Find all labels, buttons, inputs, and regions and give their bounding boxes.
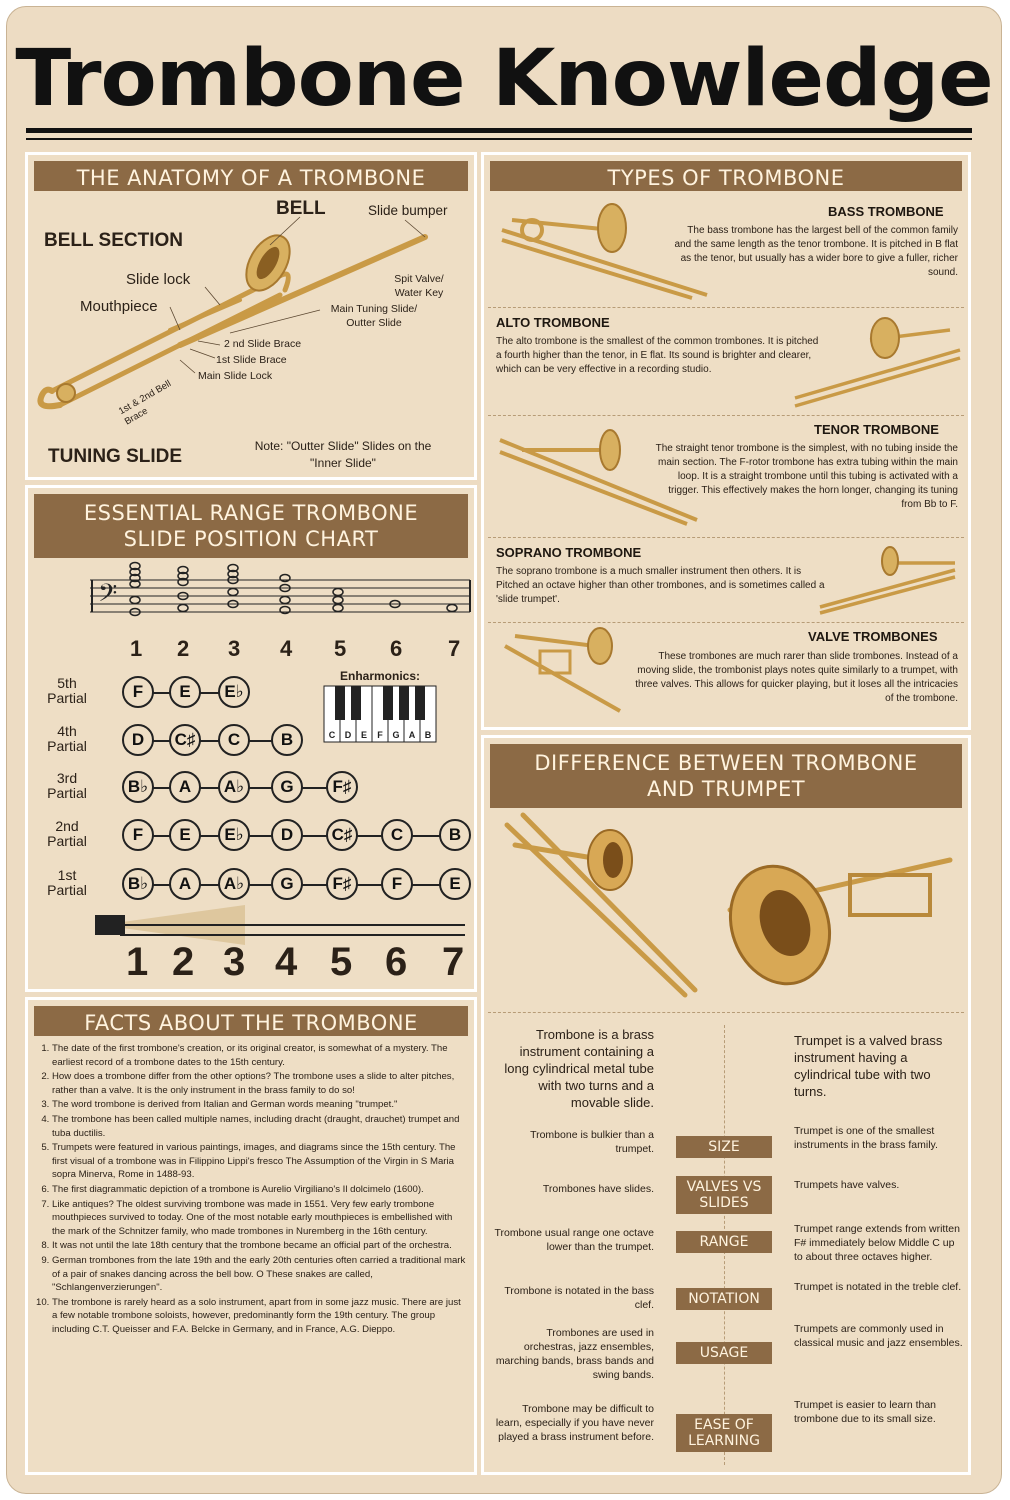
fact-item: 3. The word trombone is derived from Italian and German words meaning "trumpet." (52, 1098, 466, 1112)
key-label: C (328, 730, 336, 740)
type-desc-tenor: The straight tenor trombone is the simplest, with no tubing inside the main section. The F-rotor trombone has extra tubing within the main loop. It is a straight trombone until this tubing is activated with a trigger. This effectively makes the horn longer, changing its tuning from Bb to F. (655, 443, 958, 510)
note-circle: B (271, 724, 303, 756)
trombone-vs-trumpet-image (495, 805, 965, 1010)
fact-item: 8. It was not until the late 18th century that the trombone became an official part of the orchestra. (52, 1239, 466, 1253)
position-number-large: 5 (330, 940, 353, 984)
note-circle: G (271, 868, 303, 900)
label-main-tuning-slide: Main Tuning Slide/ Outter Slide (330, 303, 418, 329)
type-name-tenor: TENOR TROMBONE (814, 422, 939, 437)
fact-item: 9. German trombones from the late 19th and the early 20th centuries often carried a traditional mark of a pair of snakes dancing across the bell bow. O These snakes are called, "Schlangenverzierungen". (52, 1254, 466, 1295)
note-circle: E (439, 868, 471, 900)
key-label: B (424, 730, 432, 740)
black-key (351, 686, 361, 720)
trombone-fact: Trombone may be difficult to learn, especially if you have never played a brass instrument before. (495, 1403, 654, 1443)
staff-note (130, 597, 140, 604)
types-divider (488, 307, 964, 308)
note-circle: A♭ (218, 868, 250, 900)
type-name-alto: ALTO TROMBONE (496, 315, 610, 330)
position-number-large: 3 (223, 940, 246, 984)
key-label: A (408, 730, 416, 740)
position-number-large: 7 (442, 940, 465, 984)
trombone-fact: Trombone usual range one octave lower than the trumpet. (494, 1227, 654, 1253)
trumpet-fact: Trumpets have valves. (794, 1179, 900, 1191)
type-name-bass: BASS TROMBONE (828, 204, 944, 219)
label-slide-lock: Slide lock (126, 271, 191, 288)
label-1st-slide-brace: 1st Slide Brace (216, 354, 287, 366)
note-circle: B (439, 819, 471, 851)
key-label: D (344, 730, 352, 740)
note-circle: E (169, 676, 201, 708)
comparison-category: SIZE (676, 1136, 772, 1158)
fact-item: 4. The trombone has been called multiple names, including dracht (draught, drauchet) trumpet and tuba ductilis. (52, 1113, 466, 1140)
comparison-category: VALVES VS SLIDES (676, 1176, 772, 1214)
trumpet-fact: Trumpet range extends from written F# immediately below Middle C up to about three octaves higher. (794, 1223, 960, 1263)
position-number: 4 (280, 636, 293, 661)
key-label: G (392, 730, 400, 740)
note-circle: C (218, 724, 250, 756)
label-spit-valve: Spit Valve/ Water Key (394, 273, 444, 299)
position-number-large: 1 (126, 940, 149, 984)
note-circle: G (271, 771, 303, 803)
anatomy-heading: THE ANATOMY OF A TROMBONE (34, 161, 468, 191)
label-tuning-slide: TUNING SLIDE (48, 446, 183, 467)
comparison-category: NOTATION (676, 1288, 772, 1310)
position-number: 5 (334, 636, 347, 661)
trombone-intro: Trombone is a brass instrument containing a long cylindrical metal tube with two turns and a movable slide. (504, 1027, 654, 1110)
fact-item: 5. Trumpets were featured in various paintings, images, and diagrams since the 15th century. The first visual of a trombone was in Filippino Lippi's fresco The Assumption of the Virgin in S Maria sopra Minerva, Rome in 1488-93. (52, 1141, 466, 1182)
note-circle: F (381, 868, 413, 900)
trombone-fact: Trombone is bulkier than a trumpet. (530, 1129, 654, 1155)
trumpet-fact: Trumpets are commonly used in classical music and jazz ensembles. (794, 1323, 963, 1349)
trombone-fact: Trombones have slides. (542, 1183, 654, 1195)
note-circle: B♭ (122, 868, 154, 900)
note-circle: B♭ (122, 771, 154, 803)
type-name-valve: VALVE TROMBONES (808, 629, 938, 644)
difference-divider (488, 1012, 964, 1013)
black-key (335, 686, 345, 720)
staff-note (333, 589, 343, 596)
black-key (399, 686, 409, 720)
trombone-fact: Trombone is notated in the bass clef. (504, 1285, 654, 1311)
trumpet-intro: Trumpet is a valved brass instrument having a cylindrical tube with two turns. (794, 1033, 943, 1099)
note-circle: D (271, 819, 303, 851)
staff-note (333, 605, 343, 612)
enharmonics-keyboard (322, 684, 452, 744)
note-circle: C♯ (169, 724, 201, 756)
label-bell: BELL (276, 198, 326, 219)
partial-label: 5th Partial (47, 675, 87, 706)
trumpet-fact: Trumpet is notated in the treble clef. (794, 1281, 962, 1293)
key-label: E (360, 730, 368, 740)
note-circle: F♯ (326, 771, 358, 803)
position-number: 1 (130, 636, 143, 661)
note-circle: E♭ (218, 819, 250, 851)
staff-note (178, 605, 188, 612)
fact-item: 10. The trombone is rarely heard as a solo instrument, apart from in some jazz music. There are just a few notable trombone soloists, however, predominantly form the 19th century. The group including C.T. Queisser and F.A. Belcke in Germany, and in France, A.G. Dieppo. (52, 1296, 466, 1337)
position-number-large: 4 (275, 940, 298, 984)
soprano-trombone-image (815, 545, 965, 615)
position-number-large: 2 (172, 940, 195, 984)
partial-label: 2nd Partial (47, 818, 87, 849)
fact-item: 7. Like antiques? The oldest surviving trombone was made in 1551. Very few early trombone mouthpieces survived to today. One of the most notable early mouthpieces is embellished with the mark of the Schnitzer family, who made trombones in Nuremberg in the 16th century. (52, 1198, 466, 1239)
type-desc-alto: The alto trombone is the smallest of the common trombones. It is pitched a fourth higher than the tenor, in E flat. Its sound is brighter and clearer, which can be very effective in a recording studio. (496, 336, 819, 375)
note-circle: E♭ (218, 676, 250, 708)
types-divider (488, 415, 964, 416)
staff-note (280, 597, 290, 604)
staff-note (447, 605, 457, 612)
trumpet-fact: Trumpet is easier to learn than trombone due to its small size. (794, 1399, 937, 1425)
position-number: 2 (177, 636, 190, 661)
partial-label: 1st Partial (47, 867, 87, 898)
key-label: F (377, 730, 383, 740)
position-number: 7 (448, 636, 461, 661)
types-divider (488, 537, 964, 538)
note-circle: A♭ (218, 771, 250, 803)
alto-trombone-image (790, 310, 965, 410)
type-desc-bass: The bass trombone has the largest bell of the common family and the same length as the tenor trombone. It is pitched in B flat as the tenor, but usually has a wider bore to give a fuller, richer sound. (674, 225, 958, 278)
position-number: 6 (390, 636, 403, 661)
comparison-category: USAGE (676, 1342, 772, 1364)
note-circle: F♯ (326, 868, 358, 900)
comparison-category: EASE OF LEARNING (676, 1414, 772, 1452)
partial-label: 4th Partial (47, 723, 87, 754)
difference-heading: DIFFERENCE BETWEEN TROMBONE AND TRUMPET (490, 744, 962, 808)
label-main-slide-lock: Main Slide Lock (198, 370, 273, 382)
title-rule-thick (26, 128, 972, 133)
note-circle: D (122, 724, 154, 756)
label-bell-brace: 1st & 2nd Bell Brace (116, 378, 174, 428)
anatomy-note: Note: "Outter Slide" Slides on the "Inner Slide" (254, 439, 432, 470)
note-circle: F (122, 676, 154, 708)
facts-list (34, 1042, 466, 1337)
position-number: 3 (228, 636, 241, 661)
note-circle: E (169, 819, 201, 851)
trumpet-fact: Trumpet is one of the smallest instruments in the brass family. (794, 1125, 938, 1151)
fact-item: 6. The first diagrammatic depiction of a trombone is Aurelio Virgiliano's Il dolcimelo (1600). (52, 1183, 466, 1197)
note-circle: A (169, 771, 201, 803)
black-key (383, 686, 393, 720)
note-circle: F (122, 819, 154, 851)
type-desc-valve: These trombones are much rarer than slide trombones. Instead of a moving slide, the trombonist plays notes quite similarly to a trumpet, with three valves. This allows for quicker playing, but it loses all the intricacies of the trombone. (635, 651, 958, 704)
label-slide-bumper: Slide bumper (368, 203, 448, 218)
note-circle: C♯ (326, 819, 358, 851)
svg-text:𝄢: 𝄢 (98, 579, 118, 614)
title-rule-thin (26, 138, 972, 140)
label-2nd-slide-brace: 2 nd Slide Brace (224, 338, 302, 350)
slide-chart-heading: ESSENTIAL RANGE TROMBONE SLIDE POSITION CHART (34, 494, 468, 558)
partial-connector (138, 740, 287, 742)
type-name-soprano: SOPRANO TROMBONE (496, 545, 642, 560)
label-mouthpiece: Mouthpiece (80, 298, 158, 315)
staff-note (333, 597, 343, 604)
enharmonics-label: Enharmonics: (340, 669, 421, 683)
facts-heading: FACTS ABOUT THE TROMBONE (34, 1006, 468, 1036)
position-number-large: 6 (385, 940, 408, 984)
valve-trombone-image (500, 626, 640, 721)
black-key (415, 686, 425, 720)
partial-label: 3rd Partial (47, 770, 87, 801)
note-circle: A (169, 868, 201, 900)
trombone-fact: Trombones are used in orchestras, jazz ensembles, marching bands, brass bands and swing bands. (495, 1327, 654, 1381)
staff-note (228, 589, 238, 596)
bass-clef-staff (90, 560, 475, 630)
note-circle: C (381, 819, 413, 851)
types-divider (488, 622, 964, 623)
comparison-category: RANGE (676, 1231, 772, 1253)
fact-item: 1. The date of the first trombone's creation, or its original creator, is somewhat of a mystery. The earliest record of a trombone dates to the 15th century. (52, 1042, 466, 1069)
types-heading: TYPES OF TROMBONE (490, 161, 962, 191)
type-desc-soprano: The soprano trombone is a much smaller instrument then others. It is Pitched an octave higher than other trombones, and is sometimes called a 'slide trumpet'. (496, 566, 825, 605)
fact-item: 2. How does a trombone differ from the other options? The trombone uses a slide to alter pitches, rather than a valve. It is the only instrument in the brass family to do so! (52, 1070, 466, 1097)
page-title: Trombone Knowledge (15, 34, 993, 124)
label-bell-section: BELL SECTION (44, 230, 183, 251)
